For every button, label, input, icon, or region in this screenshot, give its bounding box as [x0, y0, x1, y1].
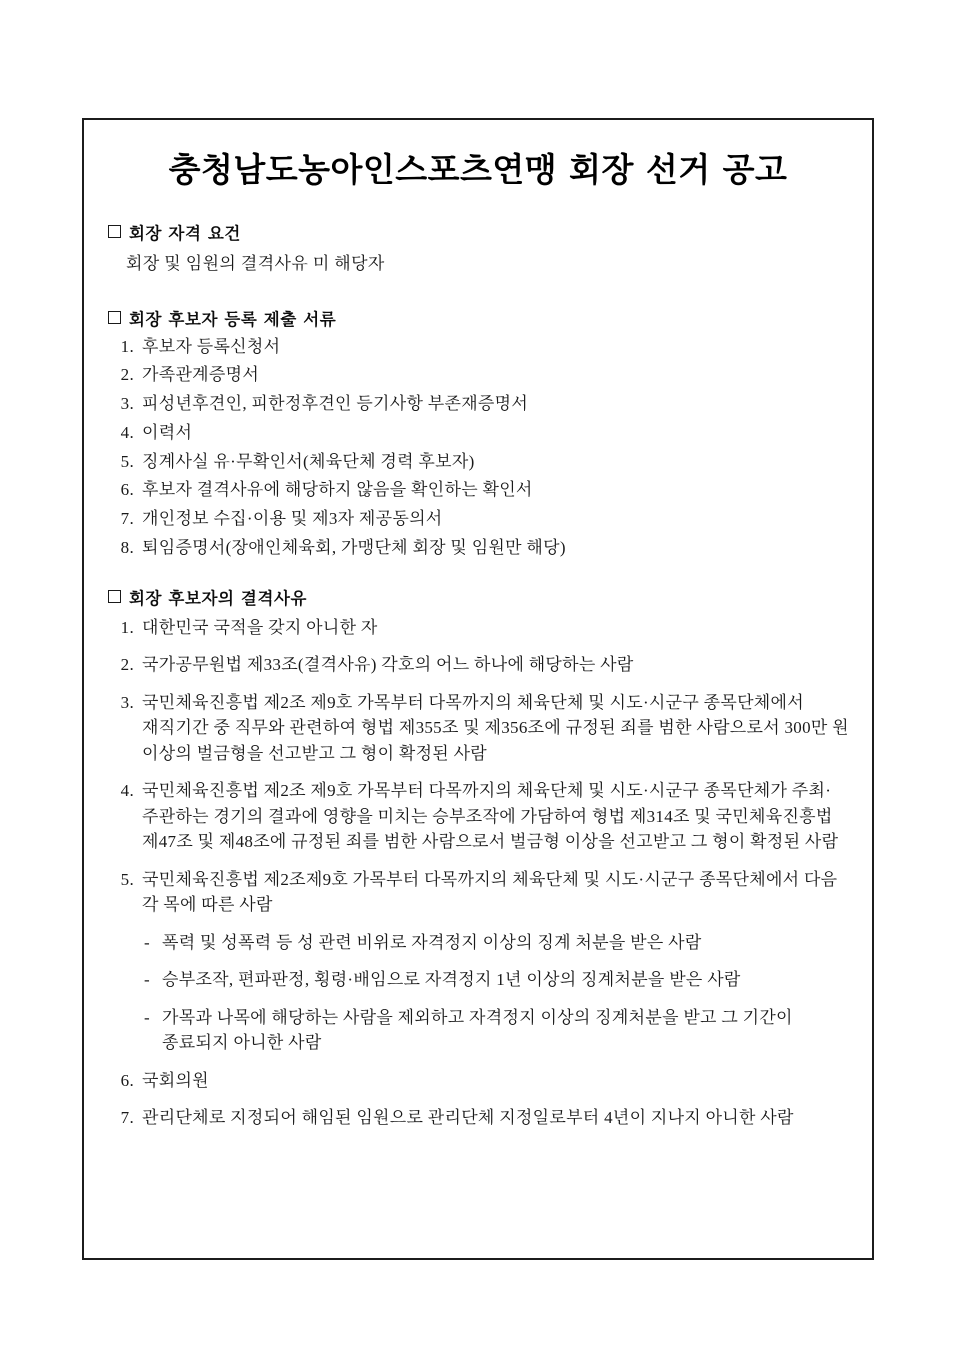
- section-eligibility: [102, 220, 854, 276]
- list-item: [108, 393, 854, 415]
- list-item-body: [142, 1105, 854, 1131]
- disqualification-list: [108, 615, 854, 1131]
- list-item: [108, 364, 854, 386]
- notice-frame: [82, 118, 874, 1260]
- documents-list: [108, 336, 854, 559]
- list-item-marker: 5.: [120, 451, 134, 471]
- list-item-text: 국민체육진흥법 제2조 제9호 가목부터 다목까지의 체육단체 및 시도·시군구 종목단체에서 재직기간 중 직무와 관련하여 형법 제355조 및 제356조에 규정된 죄를 범한 사람으로서 300만 원 이상의 벌금형을 선고받고 그 형이 확정된 사람: [142, 692, 849, 763]
- section-eligibility-heading-label: 회장 자격 요건: [129, 223, 241, 243]
- list-item-body: [142, 393, 854, 415]
- list-item-body: [142, 336, 854, 358]
- list-item: [108, 1105, 854, 1131]
- section-eligibility-heading: [108, 220, 854, 244]
- list-item-body: [142, 364, 854, 386]
- list-item-text: 후보자 등록신청서: [142, 336, 281, 356]
- list-item-marker: 5.: [120, 869, 134, 889]
- list-item-body: [142, 508, 854, 530]
- sub-list-item-text: 승부조작, 편파판정, 횡령·배임으로 자격정지 1년 이상의 징계처분을 받은 사람: [162, 970, 741, 990]
- list-item-body: [142, 451, 854, 473]
- list-item: [108, 615, 854, 641]
- list-item-text: 국민체육진흥법 제2조 제9호 가목부터 다목까지의 체육단체 및 시도·시군구 종목단체가 주최·주관하는 경기의 결과에 영향을 미치는 승부조작에 가담하여 형법 제314조 및 국민체육진흥법 제47조 및 제48조에 규정된 죄를 범한 사람으로서 벌금형 이상을 선고받고 그 형이 확정된 사람: [142, 781, 839, 852]
- list-item-marker: 8.: [120, 537, 134, 557]
- list-item: [108, 422, 854, 444]
- list-item: [108, 690, 854, 767]
- list-item-text: 개인정보 수집·이용 및 제3자 제공동의서: [142, 509, 443, 529]
- sub-list-item-text: 폭력 및 성폭력 등 성 관련 비위로 자격정지 이상의 징계 처분을 받은 사람: [162, 932, 702, 952]
- list-item-text: 국민체육진흥법 제2조제9호 가목부터 다목까지의 체육단체 및 시도·시군구 종목단체에서 다음 각 목에 따른 사람: [142, 869, 838, 915]
- section-documents-heading: [108, 306, 854, 330]
- list-item-marker: 1.: [120, 617, 134, 637]
- section-documents-heading-label: 회장 후보자 등록 제출 서류: [129, 309, 337, 329]
- list-item-body: [142, 1068, 854, 1094]
- list-item-body: [142, 422, 854, 444]
- sub-list-item-marker: -: [144, 970, 150, 990]
- list-item-marker: 2.: [120, 655, 134, 675]
- list-item-text: 관리단체로 지정되어 해임된 임원으로 관리단체 지정일로부터 4년이 지나지 아니한 사람: [142, 1108, 794, 1128]
- list-item-marker: 1.: [120, 336, 134, 356]
- list-item-marker: 6.: [120, 480, 134, 500]
- list-item-marker: 2.: [120, 365, 134, 385]
- sub-list-item-marker: -: [144, 1007, 150, 1027]
- section-disqualification-heading: [108, 585, 854, 609]
- page-title: 충청남도농아인스포츠연맹 회장 선거 공고: [168, 150, 788, 189]
- list-item: [108, 508, 854, 530]
- checkbox-icon: [108, 311, 121, 324]
- list-item-body: [142, 867, 854, 1056]
- list-item-text: 이력서: [142, 422, 193, 442]
- list-item-body: [142, 479, 854, 501]
- list-item: [108, 1068, 854, 1094]
- list-item-body: [142, 615, 854, 641]
- section-disqualification: [102, 585, 854, 1131]
- list-item: [108, 867, 854, 1056]
- list-item: [108, 778, 854, 855]
- list-item-text: 피성년후견인, 피한정후견인 등기사항 부존재증명서: [142, 394, 529, 414]
- section-disqualification-heading-label: 회장 후보자의 결격사유: [129, 588, 308, 608]
- list-item: [108, 652, 854, 678]
- list-item-body: [142, 652, 854, 678]
- list-item: [108, 479, 854, 501]
- sub-list-item: [142, 930, 854, 956]
- list-item-body: [142, 778, 854, 855]
- section-eligibility-body: 회장 및 임원의 결격사유 미 해당자: [126, 253, 385, 273]
- sub-list-item: [142, 967, 854, 993]
- list-item-text: 징계사실 유·무확인서(체육단체 경력 후보자): [142, 451, 475, 471]
- list-item-text: 대한민국 국적을 갖지 아니한 자: [142, 617, 378, 637]
- list-item-marker: 3.: [120, 394, 134, 414]
- list-item-marker: 3.: [120, 692, 134, 712]
- list-item-body: [142, 537, 854, 559]
- list-item-marker: 4.: [120, 422, 134, 442]
- list-item-marker: 4.: [120, 781, 134, 801]
- checkbox-icon: [108, 590, 121, 603]
- list-item-text: 국회의원: [142, 1070, 209, 1090]
- checkbox-icon: [108, 225, 121, 238]
- list-item-text: 가족관계증명서: [142, 365, 260, 385]
- sub-list-item-marker: -: [144, 932, 150, 952]
- section-documents: [102, 306, 854, 559]
- sub-list: [142, 930, 854, 1056]
- list-item-marker: 7.: [120, 1108, 134, 1128]
- list-item-body: [142, 690, 854, 767]
- list-item: [108, 451, 854, 473]
- list-item-text: 퇴임증명서(장애인체육회, 가맹단체 회장 및 임원만 해당): [142, 537, 566, 557]
- list-item: [108, 537, 854, 559]
- list-item: [108, 336, 854, 358]
- list-item-marker: 6.: [120, 1070, 134, 1090]
- sub-list-item: [142, 1005, 854, 1056]
- list-item-marker: 7.: [120, 509, 134, 529]
- list-item-text: 후보자 결격사유에 해당하지 않음을 확인하는 확인서: [142, 480, 533, 500]
- sub-list-item-text: 가목과 나목에 해당하는 사람을 제외하고 자격정지 이상의 징계처분을 받고 그 기간이 종료되지 아니한 사람: [162, 1007, 793, 1053]
- list-item-text: 국가공무원법 제33조(결격사유) 각호의 어느 하나에 해당하는 사람: [142, 655, 634, 675]
